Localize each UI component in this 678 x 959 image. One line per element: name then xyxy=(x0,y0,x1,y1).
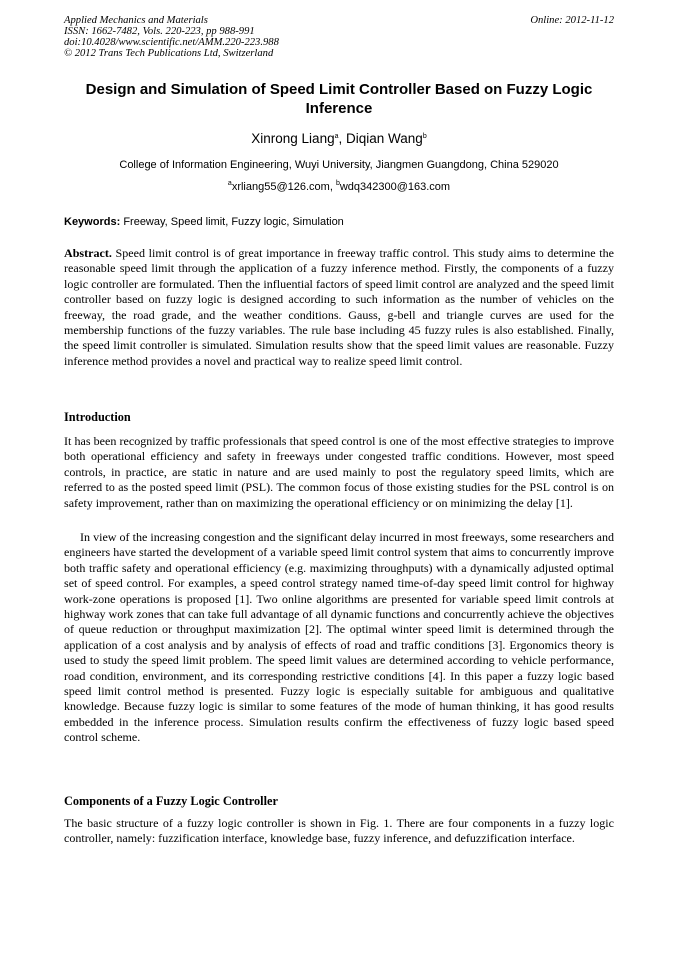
keywords xyxy=(64,215,614,229)
author-mark: b xyxy=(422,133,427,140)
email-mark: a xyxy=(227,180,232,187)
keywords-text: Freeway, Speed limit, Fuzzy logic, Simulation xyxy=(123,216,344,228)
introduction-paragraph-2: In view of the increasing congestion and the significant delay incurred in most freeways, some researchers and engineers have started the development of a variable speed limit control system that aims to concurrently improve both traffic safety and operational efficiency (e.g. maximizing throughputs) with a dynamically adjusted optimal set of speed control. For examples, a speed control strategy named time-of-day speed limit control for highway work-zone operations is proposed [1]. Two online algorithms are presented for variable speed limit controls at highway work zones that can take full advantage of all dynamic functions and concurrently achieve the objectives of queue reduction or throughput maximization [2]. The optimal winter speed limit is determined through the application of a cost analysis and by analysis of effects of road and traffic conditions [3]. Ergonomics theory is used to study the speed limit problem. The speed limit values are determined according to vehicle performance, road condition, environment, and its corresponding restrictive conditions [4]. In this paper a fuzzy logic based speed limit control method is presented. Fuzzy logic is especially suitable for ambiguous and qualitative knowledge. Because fuzzy logic is similar to some features of the mode of human thinking, it has good results embedded in the inference process. Simulation results confirm the effectiveness of fuzzy logic based speed control scheme. xyxy=(64,530,614,745)
email-separator: , xyxy=(329,181,336,193)
section-heading-components: Components of a Fuzzy Logic Controller xyxy=(64,794,278,808)
introduction-paragraph-1: It has been recognized by traffic professionals that speed control is one of the most effective strategies to improve both operational efficiency and safety in freeways under congested traffic conditions. However, most speed controls, in practice, are static in nature and are used mainly to post the regulatory speed limits, which are referred to as the posted speed limit (PSL). The common focus of those existing studies for the PSL control is on safety improvement, rather than on maximizing the operational efficiency or on minimizing the delay [1]. xyxy=(64,434,614,510)
author-mark: a xyxy=(334,133,339,140)
journal-header xyxy=(64,15,279,59)
email-list xyxy=(64,180,614,194)
abstract xyxy=(64,246,614,369)
journal-name: Applied Mechanics and Materials xyxy=(64,15,208,26)
email-mark: b xyxy=(335,180,340,187)
author-name: Diqian Wang xyxy=(346,131,423,146)
online-date: Online: 2012-11-12 xyxy=(530,15,614,26)
author-list xyxy=(64,130,614,147)
email-address: xrliang55@126.com xyxy=(231,181,330,193)
author-separator: , xyxy=(338,131,347,146)
issn-line: ISSN: 1662-7482, Vols. 220-223, pp 988-991 xyxy=(64,26,255,37)
author-name: Xinrong Liang xyxy=(251,131,335,146)
doi-line: doi:10.4028/www.scientific.net/AMM.220-223.988 xyxy=(64,37,279,48)
section-heading-introduction: Introduction xyxy=(64,410,131,424)
email-address: wdq342300@163.com xyxy=(339,181,451,193)
paper-title: Design and Simulation of Speed Limit Controller Based on Fuzzy Logic Inference xyxy=(85,81,593,117)
components-paragraph-1: The basic structure of a fuzzy logic controller is shown in Fig. 1. There are four components in a fuzzy logic controller, namely: fuzzification interface, knowledge base, fuzzy inference, and defuzzification interface. xyxy=(64,816,614,846)
abstract-text: Speed limit control is of great importance in freeway traffic control. This study aims to determine the reasonable speed limit through the application of a fuzzy inference method. Firstly, the components of a fuzzy logic controller are formulated. Then the influential factors of speed limit control are analyzed and the speed limit controller based on fuzzy logic is designed according to such information as the number of vehicles on the freeway, the road grade, and the weather conditions. Gauss, g-bell and triangle curves are used for the membership functions of the fuzzy variables. The rule base including 45 fuzzy rules is also established. Finally, the speed limit controller is simulated. Simulation results show that the speed limit values are reasonable. Fuzzy inference method provides a novel and practical way to realize speed limit control. xyxy=(64,246,614,368)
keywords-label: Keywords: xyxy=(64,216,121,228)
abstract-label: Abstract. xyxy=(64,246,112,260)
affiliation: College of Information Engineering, Wuyi University, Jiangmen Guangdong, China 529020 xyxy=(119,159,559,171)
copyright-line: © 2012 Trans Tech Publications Ltd, Switzerland xyxy=(64,48,274,59)
